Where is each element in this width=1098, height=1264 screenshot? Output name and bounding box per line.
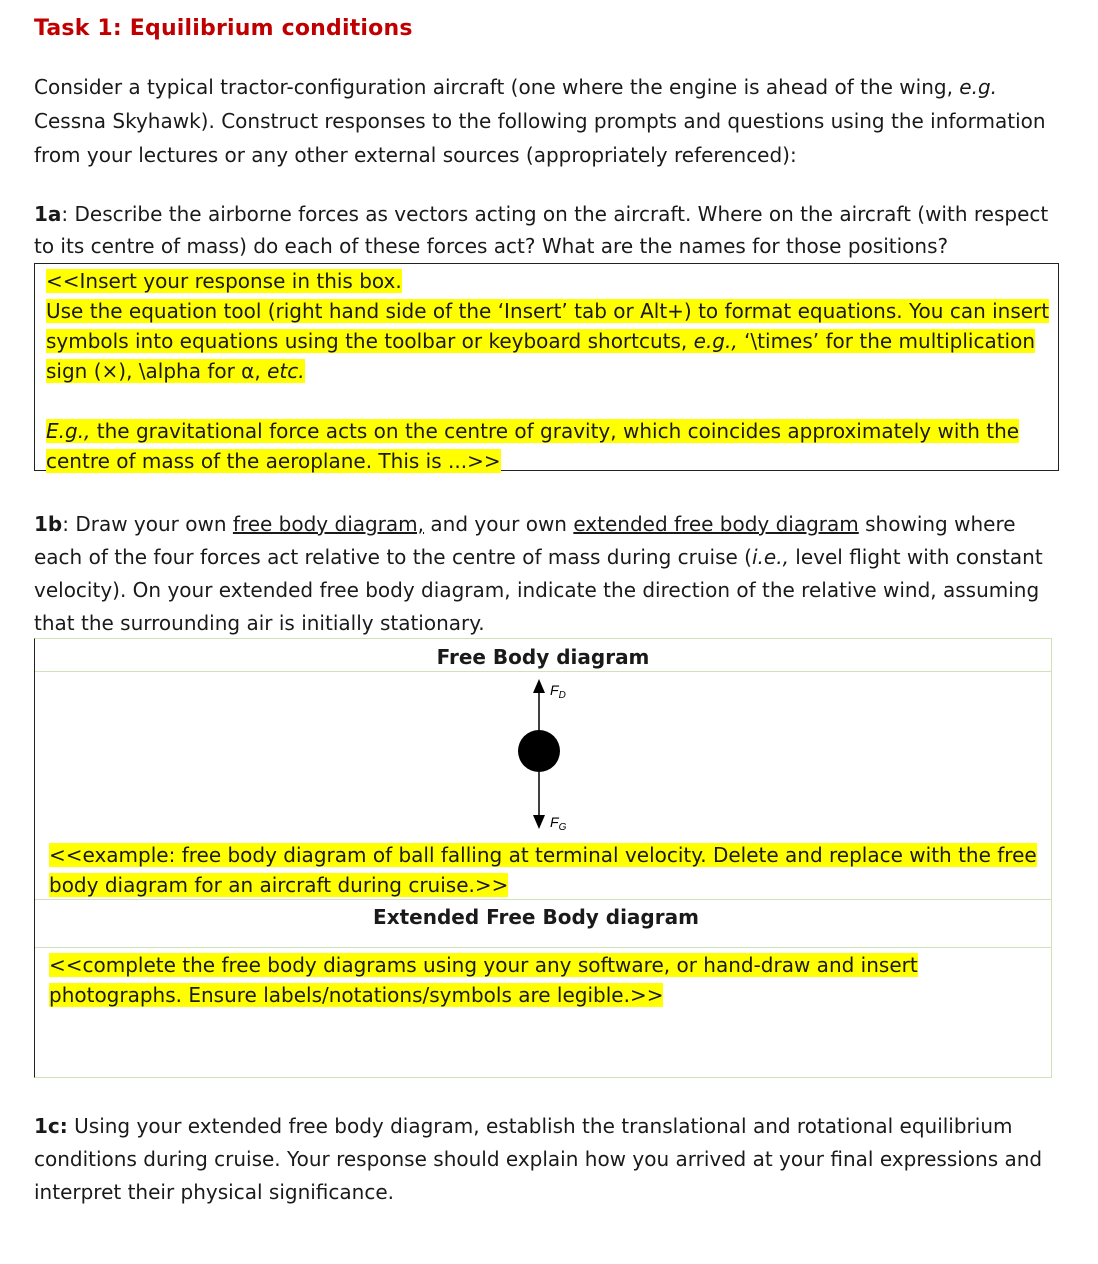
question-text: showing where xyxy=(858,512,1016,536)
response-text: ‘\times’ for the multiplication xyxy=(737,329,1036,353)
question-text: velocity). On your extended free body diagram, indicate the direction of the relative wind, assuming xyxy=(34,578,1040,602)
fbd-header: Free Body diagram xyxy=(436,645,650,669)
example-instructions[interactable] xyxy=(49,840,1037,900)
response-text: the gravitational force acts on the centre of gravity, which coincides approximately with the xyxy=(90,419,1020,443)
intro-text: Consider a typical tractor-configuration aircraft (one where the engine is ahead of the wing, xyxy=(34,75,960,99)
free-body-diagram-example xyxy=(510,677,590,837)
ball-body xyxy=(518,730,560,772)
gravity-force-label: $F_G$ xyxy=(550,814,567,833)
diagram-table xyxy=(34,638,1052,1078)
response-example[interactable] xyxy=(46,416,1019,476)
example-text: <<example: free body diagram of ball falling at terminal velocity. Delete and replace with the free xyxy=(49,843,1037,867)
question-text: : Describe the airborne forces as vectors acting on the aircraft. Where on the aircraft (with respect xyxy=(61,202,1049,226)
free-body-diagram-link[interactable]: free body diagram, xyxy=(232,512,425,536)
response-text-italic: e.g., xyxy=(693,329,738,353)
complete-text: <<complete the free body diagrams using your any software, or hand-draw and insert xyxy=(49,953,918,977)
question-text: level flight with constant xyxy=(788,545,1043,569)
question-label: 1c: xyxy=(34,1114,68,1138)
question-text: : Draw your own xyxy=(62,512,233,536)
efbd-header: Extended Free Body diagram xyxy=(373,905,699,929)
complete-text: photographs. Ensure labels/notations/symbols are legible.>> xyxy=(49,983,664,1007)
table-divider xyxy=(35,671,1051,672)
response-text-italic: E.g., xyxy=(46,419,91,443)
question-text: Using your extended free body diagram, establish the translational and rotational equilibrium xyxy=(67,1114,1013,1138)
response-box[interactable] xyxy=(34,263,1059,471)
response-text: Use the equation tool (right hand side of the ‘Insert’ tab or Alt+) to format equations. You can insert xyxy=(46,299,1050,323)
drag-force-arrowhead xyxy=(533,679,545,693)
question-label: 1a xyxy=(34,202,62,226)
page-title: Task 1: Equilibrium conditions xyxy=(34,16,413,41)
response-text: sign (×), \alpha for α, xyxy=(46,359,268,383)
gravity-force-arrowhead xyxy=(533,815,545,829)
response-instructions[interactable] xyxy=(46,266,1049,386)
question-text: and your own xyxy=(424,512,574,536)
question-1a xyxy=(34,198,1064,262)
question-1b xyxy=(34,508,1064,640)
response-text: <<Insert your response in this box. xyxy=(46,269,402,293)
table-divider xyxy=(35,899,1051,900)
example-text: body diagram for an aircraft during cruise.>> xyxy=(49,873,509,897)
extended-free-body-diagram-link[interactable]: extended free body diagram xyxy=(573,512,859,536)
intro-text: Cessna Skyhawk). Construct responses to the following prompts and questions using the information xyxy=(34,109,1046,133)
response-text: centre of mass of the aeroplane. This is ...>> xyxy=(46,449,501,473)
question-label: 1b xyxy=(34,512,63,536)
question-1c xyxy=(34,1110,1064,1209)
intro-paragraph xyxy=(34,70,1064,172)
complete-instructions[interactable] xyxy=(49,950,918,1010)
question-text: each of the four forces act relative to the centre of mass during cruise ( xyxy=(34,545,752,569)
drag-force-label: $F_D$ xyxy=(550,682,566,701)
intro-text-italic: e.g. xyxy=(959,75,998,99)
question-text: to its centre of mass) do each of these forces act? What are the names for those positions? xyxy=(34,234,949,258)
table-divider xyxy=(35,947,1051,948)
question-text: that the surrounding air is initially stationary. xyxy=(34,611,485,635)
response-text-italic: etc. xyxy=(267,359,305,383)
intro-text: from your lectures or any other external sources (appropriately referenced): xyxy=(34,143,797,167)
response-text: symbols into equations using the toolbar or keyboard shortcuts, xyxy=(46,329,694,353)
question-text-italic: i.e., xyxy=(752,545,789,569)
question-text: interpret their physical significance. xyxy=(34,1180,394,1204)
question-text: conditions during cruise. Your response should explain how you arrived at your final expressions and xyxy=(34,1147,1043,1171)
